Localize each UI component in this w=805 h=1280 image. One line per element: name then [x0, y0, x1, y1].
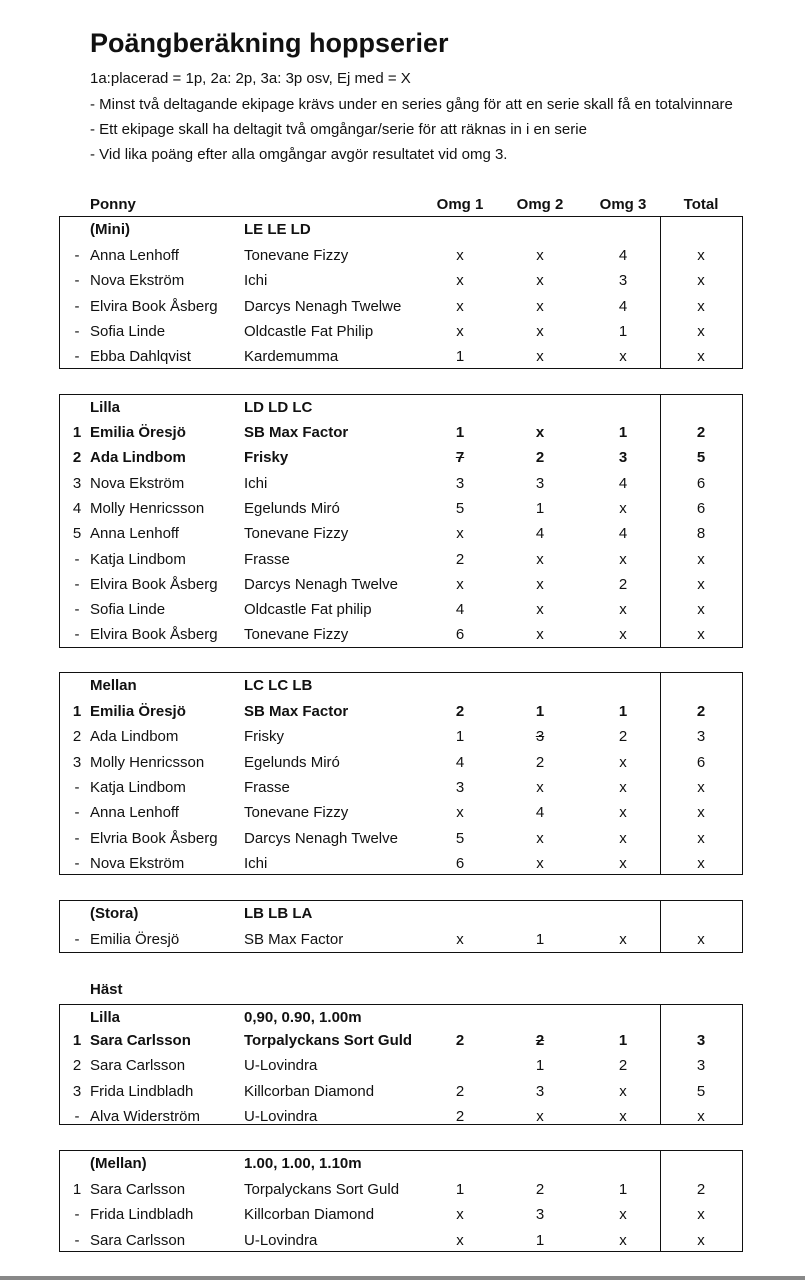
- horse-cell: Kardemumma: [244, 348, 339, 366]
- rider-cell: Elvira Book Åsberg: [90, 626, 218, 644]
- score-omg1-cell: 3: [455, 474, 465, 492]
- rider-cell: Anna Lenhoff: [90, 247, 179, 264]
- score-omg2-cell: x: [536, 348, 544, 366]
- score-omg3-cell: x: [619, 1082, 627, 1100]
- total-score-cell: x: [697, 854, 705, 872]
- score-omg3-cell: 3: [618, 272, 628, 290]
- table-row: [0, 927, 805, 952]
- score-omg3-cell: x: [619, 804, 627, 822]
- section-name: (Mellan): [90, 1155, 147, 1172]
- score-omg2-cell: x: [536, 322, 544, 340]
- table-row: [0, 851, 805, 876]
- score-omg1-cell: x: [456, 804, 464, 822]
- section-classes: LB LB LA: [244, 905, 313, 922]
- total-score-cell: x: [697, 1231, 705, 1249]
- rider-cell: Nova Ekström: [90, 474, 185, 492]
- rule-note: - Vid lika poäng efter alla omgångar avgör resultatet vid omg 3.: [90, 146, 508, 163]
- horse-cell: Egelunds Miró: [244, 753, 340, 771]
- score-omg1-cell: x: [456, 322, 464, 340]
- table-row: [0, 1104, 805, 1129]
- rank-cell: 3: [72, 474, 82, 492]
- score-omg3-cell: 4: [618, 525, 628, 543]
- score-omg1-cell: 1: [455, 728, 465, 746]
- total-score-cell: 2: [696, 424, 706, 441]
- score-omg2-cell: 2: [535, 449, 545, 467]
- score-omg1-cell: x: [456, 272, 464, 290]
- total-score-cell: x: [697, 1206, 705, 1224]
- score-omg2-cell: x: [536, 247, 544, 264]
- total-score-cell: x: [697, 778, 705, 796]
- rider-cell: Nova Ekström: [90, 854, 185, 872]
- section-name: Lilla: [90, 1009, 121, 1026]
- total-score-cell: x: [697, 348, 705, 366]
- score-omg3-cell: x: [619, 854, 627, 872]
- score-omg1-cell: 5: [455, 499, 465, 517]
- score-omg1-cell: x: [456, 931, 464, 948]
- score-omg3-cell: 1: [618, 424, 628, 441]
- score-omg3-cell: x: [619, 1107, 627, 1125]
- score-omg2-cell: 1: [535, 499, 545, 517]
- table-row: [0, 1028, 805, 1053]
- rider-cell: Ebba Dahlqvist: [90, 348, 191, 366]
- total-score-cell: x: [697, 601, 705, 619]
- score-omg3-cell: x: [619, 753, 627, 771]
- rider-cell: Emilia Öresjö: [90, 703, 186, 720]
- horse-cell: Darcys Nenagh Twelwe: [244, 297, 402, 315]
- rider-cell: Emilia Öresjö: [90, 424, 186, 441]
- section-classes: 0,90, 0.90, 1.00m: [244, 1009, 362, 1026]
- table-row: [0, 826, 805, 851]
- total-score-cell: x: [697, 931, 705, 948]
- rank-cell: -: [74, 829, 80, 847]
- rider-cell: Katja Lindbom: [90, 550, 186, 568]
- score-omg3-cell: x: [619, 601, 627, 619]
- rank-cell: -: [74, 626, 80, 644]
- rank-cell: -: [74, 1107, 80, 1125]
- score-omg1-cell: 2: [455, 703, 465, 720]
- total-score-cell: 5: [696, 449, 706, 467]
- total-score-cell: 6: [696, 499, 706, 517]
- section-name: (Stora): [90, 905, 139, 922]
- horse-cell: Frisky: [244, 728, 284, 746]
- table-row: [0, 243, 805, 268]
- rank-cell: -: [74, 1231, 80, 1249]
- section-name: Mellan: [90, 677, 137, 694]
- score-omg1-cell: x: [456, 1231, 464, 1249]
- table-row: [0, 521, 805, 546]
- table-row: [0, 1079, 805, 1104]
- score-omg2-cell: 4: [535, 804, 545, 822]
- table-row: [0, 750, 805, 775]
- horse-cell: Egelunds Miró: [244, 499, 340, 517]
- rider-cell: Sara Carlsson: [90, 1181, 186, 1198]
- score-omg3-cell: x: [619, 931, 627, 948]
- table-row: [0, 724, 805, 749]
- score-omg3-cell: 1: [618, 322, 628, 340]
- rank-cell: -: [74, 272, 80, 290]
- rider-cell: Sofia Linde: [90, 322, 166, 340]
- rank-cell: -: [74, 297, 80, 315]
- table-row: [0, 1053, 805, 1078]
- score-omg2-cell: x: [536, 1107, 544, 1125]
- section-classes: LC LC LB: [244, 677, 313, 694]
- total-score-cell: 3: [696, 1032, 706, 1049]
- score-omg1-cell: x: [456, 525, 464, 543]
- rank-cell: -: [74, 931, 80, 948]
- horse-cell: Killcorban Diamond: [244, 1206, 375, 1224]
- header-omg1: Omg 1: [436, 196, 484, 213]
- score-omg2-cell: 3: [535, 1206, 545, 1224]
- total-score-cell: 5: [696, 1082, 706, 1100]
- horse-cell: Oldcastle Fat philip: [244, 601, 372, 619]
- total-score-cell: x: [697, 804, 705, 822]
- score-omg1-cell: 2: [455, 1107, 465, 1125]
- score-omg3-cell: 1: [618, 703, 628, 720]
- horse-cell: SB Max Factor: [244, 703, 349, 720]
- score-omg3-cell: 2: [618, 728, 628, 746]
- rider-cell: Elvira Book Åsberg: [90, 297, 218, 315]
- rank-cell: 1: [72, 424, 82, 441]
- table-row: [0, 1202, 805, 1227]
- score-omg2-cell: 3: [535, 474, 545, 492]
- horse-cell: U-Lovindra: [244, 1107, 318, 1125]
- rank-cell: 4: [72, 499, 82, 517]
- horse-cell: Tonevane Fizzy: [244, 525, 349, 543]
- horse-cell: U-Lovindra: [244, 1057, 318, 1075]
- total-score-cell: x: [697, 1107, 705, 1125]
- rank-cell: 3: [72, 1082, 82, 1100]
- rider-cell: Ada Lindbom: [90, 449, 186, 467]
- rider-cell: Anna Lenhoff: [90, 804, 179, 822]
- table-row: [0, 699, 805, 724]
- rank-cell: 1: [72, 703, 82, 720]
- total-score-cell: x: [697, 550, 705, 568]
- rule-note: - Ett ekipage skall ha deltagit två omgångar/serie för att räknas in i en serie: [90, 121, 587, 138]
- horse-cell: Darcys Nenagh Twelve: [244, 829, 398, 847]
- score-omg3-cell: 1: [618, 1032, 628, 1049]
- rank-cell: -: [74, 247, 80, 264]
- score-omg2-cell: x: [536, 829, 544, 847]
- score-omg2-cell: x: [536, 778, 544, 796]
- score-omg1-cell: 4: [455, 753, 465, 771]
- rider-cell: Frida Lindbladh: [90, 1082, 194, 1100]
- horse-cell: Tonevane Fizzy: [244, 626, 349, 644]
- horse-cell: U-Lovindra: [244, 1231, 318, 1249]
- rank-cell: -: [74, 1206, 80, 1224]
- table-row: [0, 268, 805, 293]
- score-omg3-cell: x: [619, 829, 627, 847]
- score-omg3-cell: 3: [618, 449, 628, 467]
- rider-cell: Sara Carlsson: [90, 1032, 191, 1049]
- total-score-cell: x: [697, 575, 705, 593]
- score-omg3-cell: 2: [618, 1057, 628, 1075]
- rider-cell: Katja Lindbom: [90, 778, 186, 796]
- rank-cell: 3: [72, 753, 82, 771]
- table-row: [0, 294, 805, 319]
- header-total: Total: [683, 196, 719, 213]
- score-omg3-cell: 4: [618, 247, 628, 264]
- scoring-note: 1a:placerad = 1p, 2a: 2p, 3a: 3p osv, Ej med = X: [90, 70, 411, 87]
- total-score-cell: x: [697, 272, 705, 290]
- header-omg2: Omg 2: [516, 196, 564, 213]
- score-omg1-cell: 4: [455, 601, 465, 619]
- table-row: [0, 1177, 805, 1202]
- score-omg3-cell: 4: [618, 297, 628, 315]
- score-omg3-cell: 2: [618, 575, 628, 593]
- table-row: [0, 597, 805, 622]
- table-row: [0, 496, 805, 521]
- total-score-cell: x: [697, 247, 705, 264]
- score-omg2-cell: 1: [535, 931, 545, 948]
- horse-cell: Darcys Nenagh Twelve: [244, 575, 398, 593]
- horse-cell: Tonevane Fizzy: [244, 804, 349, 822]
- rider-cell: Frida Lindbladh: [90, 1206, 194, 1224]
- rider-cell: Ada Lindbom: [90, 728, 179, 746]
- score-omg2-cell: x: [536, 626, 544, 644]
- total-score-cell: 6: [696, 753, 706, 771]
- horse-cell: Ichi: [244, 474, 268, 492]
- header-category: Ponny: [90, 196, 136, 213]
- score-omg2-cell: 2: [535, 1032, 545, 1049]
- rank-cell: 1: [72, 1032, 82, 1049]
- horse-cell: Torpalyckans Sort Guld: [244, 1032, 413, 1049]
- score-omg2-cell: 1: [535, 703, 545, 720]
- table-row: [0, 445, 805, 470]
- total-score-cell: 3: [696, 728, 706, 746]
- rank-cell: 1: [72, 1181, 82, 1198]
- score-omg2-cell: 1: [535, 1231, 545, 1249]
- score-omg2-cell: 3: [535, 728, 545, 746]
- section-name: (Mini): [90, 221, 130, 238]
- section-classes: LE LE LD: [244, 221, 311, 238]
- score-omg2-cell: x: [536, 272, 544, 290]
- horse-cell: Killcorban Diamond: [244, 1082, 375, 1100]
- total-score-cell: x: [697, 829, 705, 847]
- total-score-cell: 3: [696, 1057, 706, 1075]
- score-omg3-cell: x: [619, 778, 627, 796]
- table-row: [0, 420, 805, 445]
- rider-cell: Sofia Linde: [90, 601, 166, 619]
- horse-cell: Torpalyckans Sort Guld: [244, 1181, 400, 1198]
- horse-cell: Frasse: [244, 550, 290, 568]
- rank-cell: 2: [72, 449, 82, 467]
- rank-cell: -: [74, 601, 80, 619]
- table-row: [0, 622, 805, 647]
- score-omg2-cell: 4: [535, 525, 545, 543]
- horse-cell: Ichi: [244, 854, 268, 872]
- score-omg3-cell: 1: [618, 1181, 628, 1198]
- rank-cell: 2: [72, 728, 82, 746]
- table-row: [0, 471, 805, 496]
- horse-cell: Ichi: [244, 272, 268, 290]
- rule-note: - Minst två deltagande ekipage krävs under en series gång för att en serie skall få en totalvinnare: [90, 96, 733, 113]
- score-omg1-cell: 3: [455, 778, 465, 796]
- total-score-cell: 2: [696, 1181, 706, 1198]
- score-omg2-cell: x: [536, 854, 544, 872]
- score-omg1-cell: 2: [455, 1032, 465, 1049]
- horse-cell: Frisky: [244, 449, 289, 467]
- score-omg3-cell: x: [619, 1231, 627, 1249]
- horse-cell: SB Max Factor: [244, 931, 344, 948]
- score-omg1-cell: 6: [455, 626, 465, 644]
- rank-cell: 2: [72, 1057, 82, 1075]
- section-name: Lilla: [90, 399, 121, 416]
- score-omg2-cell: x: [536, 575, 544, 593]
- score-omg2-cell: 1: [535, 1057, 545, 1075]
- score-omg1-cell: 6: [455, 854, 465, 872]
- score-omg1-cell: 1: [455, 424, 465, 441]
- rider-cell: Sara Carlsson: [90, 1231, 186, 1249]
- rider-cell: Molly Henricsson: [90, 499, 205, 517]
- score-omg2-cell: 3: [535, 1082, 545, 1100]
- table-row: [0, 344, 805, 369]
- horse-cell: Frasse: [244, 778, 290, 796]
- rank-cell: -: [74, 854, 80, 872]
- score-omg1-cell: 2: [455, 550, 465, 568]
- score-omg1-cell: 1: [455, 348, 465, 366]
- score-omg1-cell: 2: [455, 1082, 465, 1100]
- bottom-divider: [0, 1276, 805, 1280]
- rank-cell: 5: [72, 525, 82, 543]
- score-omg2-cell: x: [536, 297, 544, 315]
- rank-cell: -: [74, 778, 80, 796]
- table-row: [0, 800, 805, 825]
- rank-cell: -: [74, 575, 80, 593]
- section-classes: 1.00, 1.00, 1.10m: [244, 1155, 362, 1172]
- score-omg1-cell: 7: [455, 449, 465, 467]
- rider-cell: Sara Carlsson: [90, 1057, 186, 1075]
- rank-cell: -: [74, 348, 80, 366]
- score-omg3-cell: x: [619, 550, 627, 568]
- total-score-cell: x: [697, 322, 705, 340]
- horse-cell: Oldcastle Fat Philip: [244, 322, 374, 340]
- total-score-cell: 8: [696, 525, 706, 543]
- total-score-cell: 6: [696, 474, 706, 492]
- total-score-cell: x: [697, 626, 705, 644]
- score-omg1-cell: x: [456, 297, 464, 315]
- score-omg2-cell: 2: [535, 1181, 545, 1198]
- score-omg2-cell: 2: [535, 753, 545, 771]
- section-classes: LD LD LC: [244, 399, 313, 416]
- score-omg1-cell: 5: [455, 829, 465, 847]
- score-omg3-cell: x: [619, 626, 627, 644]
- score-omg2-cell: x: [535, 424, 545, 441]
- table-row: [0, 1228, 805, 1253]
- rider-cell: Nova Ekström: [90, 272, 185, 290]
- total-score-cell: x: [697, 297, 705, 315]
- table-row: [0, 572, 805, 597]
- total-score-cell: 2: [696, 703, 706, 720]
- table-row: [0, 319, 805, 344]
- rank-cell: -: [74, 550, 80, 568]
- rank-cell: -: [74, 322, 80, 340]
- horse-cell: Tonevane Fizzy: [244, 247, 349, 264]
- score-omg2-cell: x: [536, 550, 544, 568]
- rider-cell: Alva Widerström: [90, 1107, 201, 1125]
- score-omg1-cell: 1: [455, 1181, 465, 1198]
- page-title: Poängberäkning hoppserier: [90, 28, 449, 58]
- score-omg2-cell: x: [536, 601, 544, 619]
- rider-cell: Anna Lenhoff: [90, 525, 179, 543]
- score-omg3-cell: x: [619, 348, 627, 366]
- score-omg1-cell: x: [456, 575, 464, 593]
- table-row: [0, 547, 805, 572]
- horse-cell: SB Max Factor: [244, 424, 349, 441]
- rider-cell: Emilia Öresjö: [90, 931, 180, 948]
- table-row: [0, 775, 805, 800]
- rider-cell: Elvria Book Åsberg: [90, 829, 218, 847]
- score-omg1-cell: x: [456, 247, 464, 264]
- header-omg3: Omg 3: [599, 196, 647, 213]
- score-omg3-cell: 4: [618, 474, 628, 492]
- rider-cell: Molly Henricsson: [90, 753, 205, 771]
- score-omg3-cell: x: [619, 1206, 627, 1224]
- rank-cell: -: [74, 804, 80, 822]
- hast-label: Häst: [90, 981, 123, 998]
- rider-cell: Elvira Book Åsberg: [90, 575, 218, 593]
- score-omg3-cell: x: [619, 499, 627, 517]
- score-omg1-cell: x: [456, 1206, 464, 1224]
